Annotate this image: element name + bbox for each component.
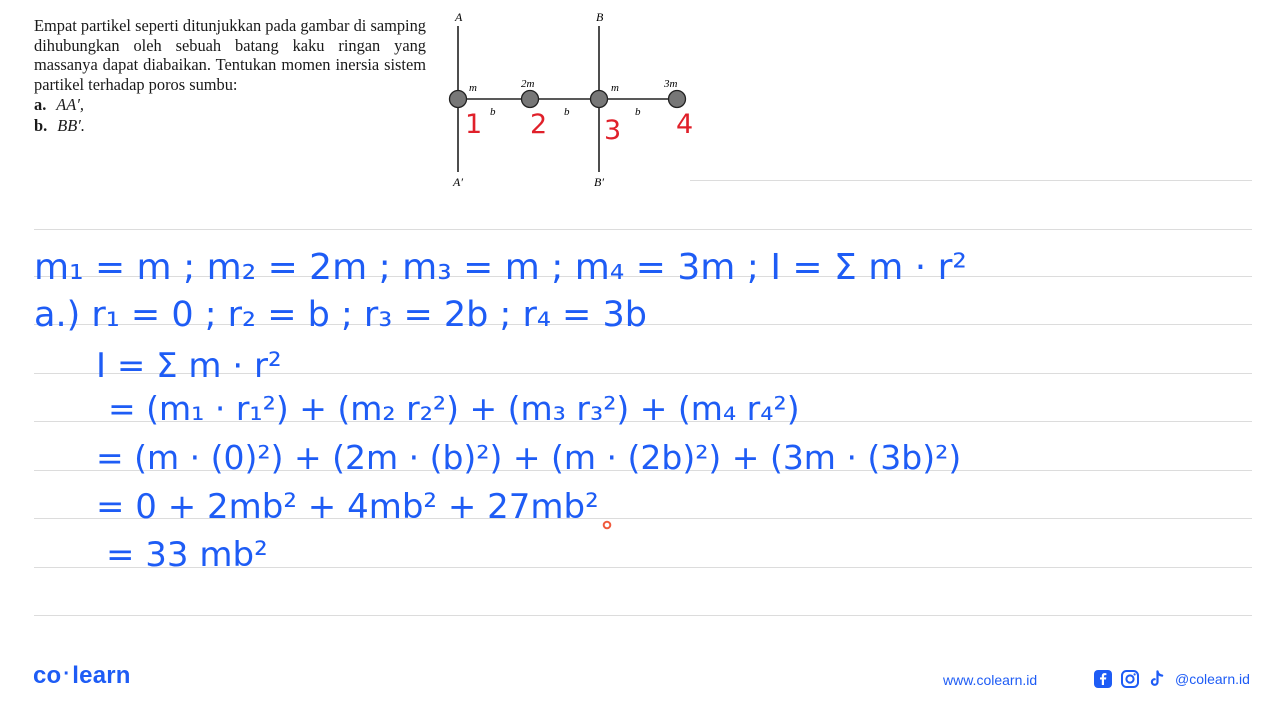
label-a-top: A xyxy=(455,10,463,24)
red-number-4: 4 xyxy=(676,109,694,140)
red-number-3: 3 xyxy=(604,115,622,146)
solution-line-5: = (m · (0)²) + (2m · (b)²) + (m · (2b)²) + (3m · (3b)²) xyxy=(96,438,962,477)
option-b-label: b. xyxy=(34,115,48,135)
spacing-label-3: b xyxy=(635,106,641,118)
spacing-label-2: b xyxy=(564,106,570,118)
mass-label-2: 2m xyxy=(521,78,535,90)
logo-text-right: learn xyxy=(72,662,131,689)
instagram-icon[interactable] xyxy=(1120,669,1140,689)
solution-line-4: = (m₁ · r₁²) + (m₂ r₂²) + (m₃ r₃²) + (m₄ r₄²) xyxy=(108,389,800,428)
red-number-1: 1 xyxy=(465,109,483,140)
mass-label-4: 3m xyxy=(664,78,678,90)
solution-line-7: = 33 mb² xyxy=(106,535,268,575)
solution-line-3: I = Σ m · r² xyxy=(96,346,282,386)
logo-text-left: co xyxy=(33,662,62,689)
problem-text: Empat partikel seperti ditunjukkan pada gambar di samping dihubungkan oleh sebuah batang kaku ringan yang massanya dapat diabaikan. Tentukan momen inersia sistem partikel terhadap poros sumbu: xyxy=(34,16,426,94)
social-links xyxy=(1093,669,1250,689)
colearn-logo[interactable] xyxy=(33,662,131,690)
spacing-label-1: b xyxy=(490,106,496,118)
mass-label-3: m xyxy=(611,82,619,94)
option-b-text: BB′. xyxy=(57,115,85,135)
logo-dot: · xyxy=(63,663,71,685)
pen-cursor-icon xyxy=(604,522,611,529)
social-handle[interactable]: @colearn.id xyxy=(1175,671,1250,687)
label-b-top: B xyxy=(596,10,604,24)
label-a-bottom: A′ xyxy=(453,175,463,189)
red-number-2: 2 xyxy=(530,109,548,140)
facebook-icon[interactable] xyxy=(1093,669,1113,689)
mass-label-1: m xyxy=(469,82,477,94)
website-link[interactable]: www.colearn.id xyxy=(943,672,1038,688)
option-a-label: a. xyxy=(34,95,47,115)
solution-line-2: a.) r₁ = 0 ; r₂ = b ; r₃ = 2b ; r₄ = 3b xyxy=(34,295,647,335)
option-a-text: AA′, xyxy=(56,95,85,115)
tiktok-icon[interactable] xyxy=(1147,669,1167,689)
label-b-bottom: B′ xyxy=(594,175,604,189)
solution-line-6: = 0 + 2mb² + 4mb² + 27mb² xyxy=(96,487,599,527)
solution-line-1: m₁ = m ; m₂ = 2m ; m₃ = m ; m₄ = 3m ; I = Σ m · r² xyxy=(34,247,967,288)
